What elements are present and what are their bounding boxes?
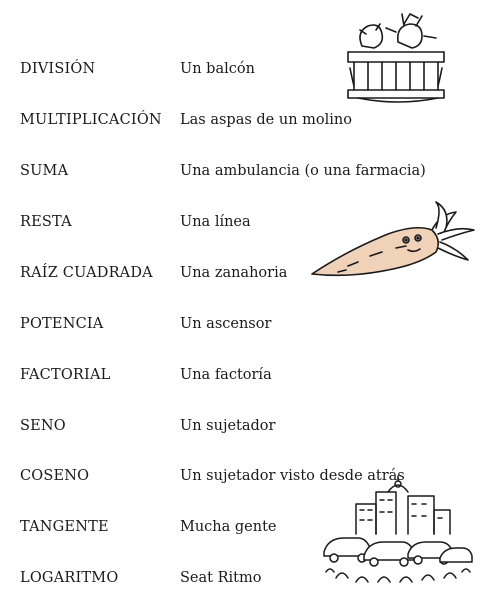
term-label: LOGARITMO <box>20 570 119 586</box>
definition-label: Seat Ritmo <box>180 570 262 586</box>
list-item <box>0 112 490 136</box>
list-item <box>0 418 490 442</box>
carrot-illustration <box>308 200 480 284</box>
list-item <box>0 163 490 187</box>
term-label: COSENO <box>20 468 90 484</box>
term-label: DIVISIÓN <box>20 61 96 77</box>
definition-label: Un ascensor <box>180 316 272 332</box>
definition-label: Una línea <box>180 214 251 230</box>
definition-label: Un balcón <box>180 61 255 77</box>
term-label: RESTA <box>20 214 72 230</box>
term-label: RAÍZ CUADRADA <box>20 265 153 281</box>
definition-label: Las aspas de un molino <box>180 112 352 128</box>
definition-label: Un sujetador <box>180 418 276 434</box>
definition-label: Una ambulancia (o una farmacia) <box>180 163 426 179</box>
term-label: POTENCIA <box>20 316 104 332</box>
definition-label: Una zanahoria <box>180 265 288 281</box>
term-label: TANGENTE <box>20 519 109 535</box>
definition-label: Mucha gente <box>180 519 277 535</box>
term-label: SENO <box>20 418 66 434</box>
definition-label: Una factoría <box>180 367 272 383</box>
crowd-illustration <box>316 474 474 590</box>
list-item <box>0 316 490 340</box>
balcony-illustration <box>340 8 452 106</box>
term-label: FACTORIAL <box>20 367 111 383</box>
term-label: MULTIPLICACIÓN <box>20 112 162 128</box>
list-item <box>0 367 490 391</box>
term-label: SUMA <box>20 163 69 179</box>
definition-label: Un sujetador visto desde atrás <box>180 468 405 484</box>
